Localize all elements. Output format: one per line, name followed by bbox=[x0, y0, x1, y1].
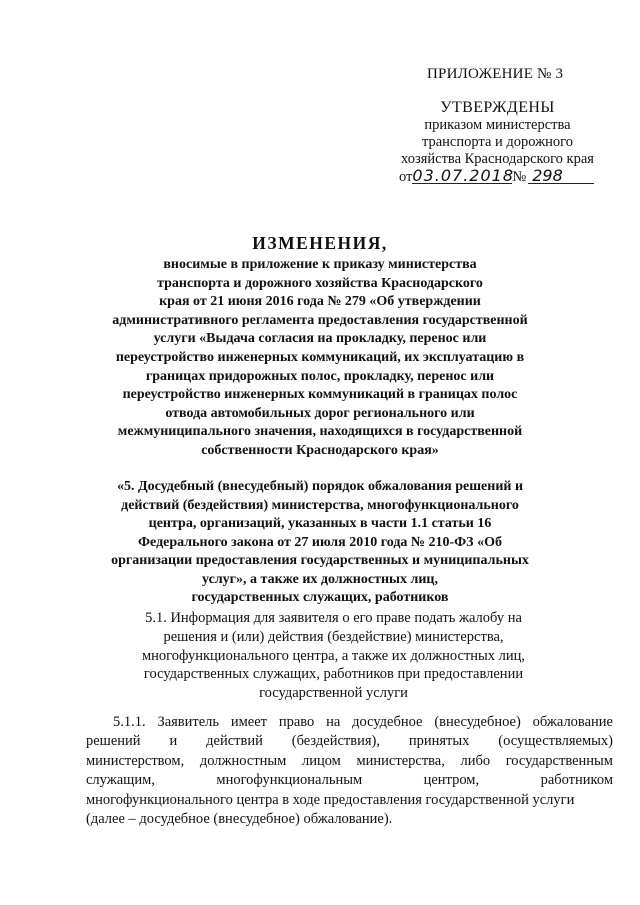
word: действий bbox=[206, 733, 263, 750]
approved-title: УТВЕРЖДЕНЫ bbox=[440, 99, 555, 116]
appendix-label: ПРИЛОЖЕНИЕ № 3 bbox=[427, 66, 564, 82]
subtitle-line: транспорта и дорожного хозяйства Краснодарского bbox=[157, 275, 483, 291]
document-title: ИЗМЕНЕНИЯ, bbox=[252, 233, 388, 253]
word: многофункциональным bbox=[216, 772, 363, 789]
word: (бездействия), bbox=[291, 733, 380, 750]
subsection-heading-line: решения и (или) действия (бездействие) министерства, bbox=[163, 628, 504, 645]
word: министерства, bbox=[356, 752, 445, 769]
section-5-heading bbox=[86, 478, 554, 608]
subtitle-line: отвода автомобильных дорог регионального или bbox=[165, 405, 475, 421]
paragraph-line bbox=[86, 771, 613, 790]
subtitle-line: услуги «Выдача согласия на прокладку, перенос или bbox=[153, 331, 487, 347]
word: Заявитель bbox=[157, 714, 220, 730]
approval-block bbox=[390, 99, 605, 186]
word: должностным bbox=[199, 752, 287, 769]
word: обжалование bbox=[532, 714, 613, 730]
subtitle-line: переустройство инженерных коммуникаций в границах полос bbox=[122, 387, 518, 403]
paragraph-line: (далее – досудебное (внесудебное) обжалование). bbox=[86, 811, 393, 828]
order-line: приказом министерства bbox=[424, 117, 571, 133]
handwritten-number: 298 bbox=[528, 168, 594, 184]
word: служащим, bbox=[86, 772, 155, 789]
order-line: транспорта и дорожного bbox=[421, 134, 574, 150]
paragraph-line bbox=[86, 752, 613, 771]
word: (внесудебное) bbox=[434, 714, 521, 730]
paragraph-line bbox=[86, 713, 613, 732]
subsection-heading-line: государственных служащих, работников при предоставлении bbox=[143, 666, 524, 683]
word: центром, bbox=[423, 772, 480, 789]
subtitle-line: межмуниципального значения, находящихся в государственной bbox=[117, 424, 523, 440]
subsection-heading-line: государственной услуги bbox=[259, 685, 408, 702]
section-heading-line: действий (бездействия) министерства, многофункционального bbox=[121, 497, 519, 513]
document-title-block bbox=[102, 233, 538, 461]
word: имеет bbox=[230, 714, 268, 730]
paragraph-line bbox=[86, 732, 613, 751]
word: (осуществляемых) bbox=[498, 733, 613, 750]
subtitle-line: переустройство инженерных коммуникаций, их эксплуатацию в bbox=[115, 349, 525, 365]
subtitle-line: края от 21 июня 2016 года № 279 «Об утверждении bbox=[159, 294, 481, 310]
word: досудебное bbox=[352, 714, 423, 730]
word: принятых bbox=[408, 733, 470, 750]
word: и bbox=[169, 733, 178, 750]
subsection-heading-line: 5.1. Информация для заявителя о его праве подать жалобу на bbox=[145, 610, 522, 626]
subsection-heading-line: многофункционального центра, а также их должностных лиц, bbox=[141, 647, 526, 664]
subsection-5-1-heading bbox=[126, 609, 541, 703]
section-heading-line: центра, организаций, указанных в части 1.1 статьи 16 bbox=[148, 516, 492, 531]
word: государственным bbox=[505, 752, 613, 769]
word: 5.1.1. bbox=[113, 714, 146, 730]
order-line: хозяйства Краснодарского края bbox=[401, 151, 594, 167]
section-heading-line: услуг», а также их должностных лиц, bbox=[202, 571, 438, 587]
section-heading-line: организации предоставления государственных и муниципальных bbox=[111, 553, 529, 568]
document-subtitle bbox=[102, 256, 538, 461]
order-date-line bbox=[390, 168, 605, 186]
word: лицом bbox=[301, 752, 341, 769]
word: работником bbox=[540, 772, 613, 789]
subtitle-line: административного регламента предоставления государственной bbox=[112, 312, 528, 328]
section-heading-line: Федерального закона от 27 июля 2010 года № 210-ФЗ «Об bbox=[138, 534, 502, 550]
word: на bbox=[326, 714, 341, 730]
paragraph-5-1-1 bbox=[86, 713, 613, 829]
subtitle-line: собственности Краснодарского края» bbox=[201, 442, 439, 458]
word: министерством, bbox=[86, 752, 185, 769]
number-prefix: № bbox=[512, 169, 527, 185]
paragraph-line: многофункционального центра в ходе предоставления государственной услуги bbox=[86, 791, 575, 808]
subtitle-line: границах придорожных полос, прокладку, перенос или bbox=[145, 368, 495, 384]
word: право bbox=[278, 714, 315, 730]
date-prefix: от bbox=[399, 169, 413, 185]
word: либо bbox=[460, 752, 491, 769]
subtitle-line: вносимые в приложение к приказу министерства bbox=[163, 257, 477, 272]
handwritten-date: 03.07.2018 bbox=[412, 166, 515, 185]
section-heading-line: государственных служащих, работников bbox=[191, 590, 449, 605]
section-heading-line: «5. Досудебный (внесудебный) порядок обжалования решений и bbox=[116, 479, 524, 494]
word: решений bbox=[86, 733, 141, 750]
